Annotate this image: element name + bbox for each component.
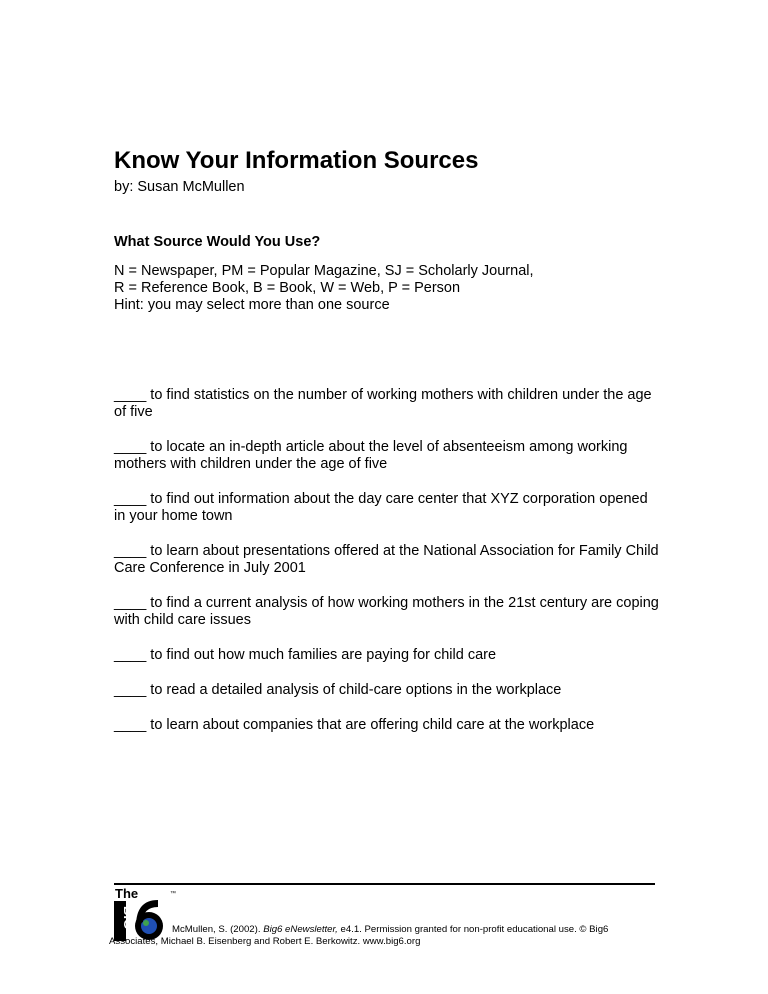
- document-title: Know Your Information Sources: [114, 147, 479, 174]
- question-text: to learn about companies that are offering child care at the workplace: [146, 717, 595, 733]
- question-item: [114, 717, 659, 734]
- question-text: to locate an in-depth article about the level of absenteeism among working mothers with children under the age of five: [114, 439, 628, 472]
- source-legend: [114, 263, 534, 314]
- answer-blank[interactable]: ____: [114, 717, 147, 733]
- question-item: [114, 491, 659, 525]
- question-item: [114, 682, 659, 699]
- question-text: to learn about presentations offered at the National Association for Family Child Care Conference in July 2001: [114, 543, 659, 576]
- answer-blank[interactable]: ____: [114, 647, 147, 663]
- citation-text: e4.1. Permission granted for non-profit educational use. © Big6 Associates, Michael B. Eisenberg and Robert E. Berkowitz. www.big6.org: [109, 924, 609, 947]
- citation-footer: [109, 924, 639, 948]
- question-text: to find out information about the day care center that XYZ corporation opened in your home town: [114, 491, 648, 524]
- question-text: to find statistics on the number of working mothers with children under the age of five: [114, 387, 652, 420]
- legend-hint: Hint: you may select more than one source: [114, 297, 390, 313]
- document-page: [109, 0, 674, 994]
- answer-blank[interactable]: ____: [114, 439, 147, 455]
- question-item: [114, 595, 659, 629]
- citation-newsletter-title: Big6 eNewsletter,: [263, 924, 338, 935]
- question-item: [114, 647, 659, 664]
- svg-text:™: ™: [170, 891, 176, 897]
- svg-text:BIG: BIG: [121, 906, 136, 930]
- answer-blank[interactable]: ____: [114, 387, 147, 403]
- question-text: to read a detailed analysis of child-care options in the workplace: [146, 682, 562, 698]
- legend-line: N = Newspaper, PM = Popular Magazine, SJ = Scholarly Journal,: [114, 263, 534, 279]
- citation-text: McMullen, S. (2002).: [172, 924, 264, 935]
- footer-divider: [114, 883, 655, 885]
- legend-line: R = Reference Book, B = Book, W = Web, P = Person: [114, 280, 461, 296]
- question-item: [114, 387, 659, 421]
- section-heading: What Source Would You Use?: [114, 234, 321, 250]
- answer-blank[interactable]: ____: [114, 682, 147, 698]
- question-text: to find out how much families are paying for child care: [146, 647, 497, 663]
- answer-blank[interactable]: ____: [114, 595, 147, 611]
- svg-text:The: The: [115, 886, 139, 901]
- question-item: [114, 543, 659, 577]
- question-list: [114, 387, 659, 752]
- question-text: to find a current analysis of how working mothers in the 21st century are coping with child care issues: [114, 595, 659, 628]
- author-byline: by: Susan McMullen: [114, 179, 245, 195]
- question-item: [114, 439, 659, 473]
- answer-blank[interactable]: ____: [114, 543, 147, 559]
- answer-blank[interactable]: ____: [114, 491, 147, 507]
